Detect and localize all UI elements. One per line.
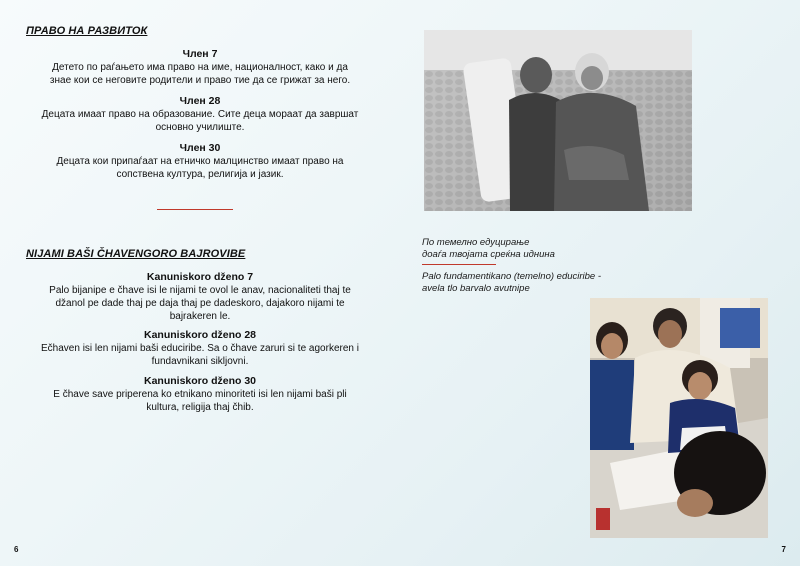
article-heading: Kanuniskoro dženo 28: [143, 329, 257, 341]
article-block: [20, 375, 380, 414]
caption-line: Palo fundamentikano (temelno) educiribe -: [422, 271, 602, 282]
section-divider: [157, 209, 233, 210]
caption-divider: [422, 264, 496, 265]
photo-classroom: [590, 298, 768, 538]
article-text: Децата кои припаѓаат на етничко малцинство имаат право на: [56, 156, 344, 167]
article-heading: Член 28: [179, 95, 221, 107]
caption-line: доаѓа твојата среќна иднина: [422, 249, 555, 260]
article-text: сопствена култура, религија и јазик.: [116, 169, 284, 180]
photo-two-girls: [424, 30, 692, 211]
article-block: [20, 95, 380, 134]
article-text: Децата имаат право на образование. Сите деца мораат да завршат: [41, 109, 359, 120]
page-number-right: 7: [781, 545, 786, 554]
article-block: [20, 271, 380, 323]
article-block: [20, 48, 380, 87]
article-block: [20, 142, 380, 181]
article-text: džanol pe dade thaj pe daja thaj pe dadeskoro, dajakoro nijami te: [55, 298, 345, 309]
article-heading: Kanuniskoro dženo 30: [143, 375, 257, 387]
page-number-left: 6: [14, 545, 19, 554]
article-text: основно училиште.: [155, 122, 245, 133]
section-title-romani: NIJAMI BAŠI ČHAVENGORO BAJROVIBE: [26, 248, 246, 260]
right-page: [400, 0, 800, 566]
article-text: Ečhaven isi len nijami baši educiribe. Sa o čhave zaruri si te agorkeren i: [41, 343, 359, 354]
article-text: E čhave save priperena ko etnikano minoriteti isi len nijami baši pli: [53, 389, 347, 400]
article-text: знае кои се неговите родители и право тие да се грижат за него.: [49, 75, 351, 86]
article-block: [20, 329, 380, 368]
article-text: bajrakeren le.: [169, 311, 231, 322]
caption-line: По темелно едуцирање: [422, 237, 530, 248]
caption-line: avela tlo barvalo avutnipe: [422, 283, 530, 294]
article-text: Palo bijanipe e čhave isi le nijami te ovol le anav, nacionaliteti thaj te: [49, 285, 351, 296]
article-heading: Kanuniskoro dženo 7: [146, 271, 254, 283]
caption-romani: [422, 271, 601, 295]
article-text: fundavnikani sikljovni.: [151, 356, 249, 367]
article-heading: Член 30: [179, 142, 221, 154]
article-heading: Член 7: [182, 48, 218, 60]
caption-macedonian: [422, 237, 555, 261]
article-text: Детето по раѓањето има право на име, националност, како и да: [52, 62, 348, 73]
section-title-macedonian: ПРАВО НА РАЗВИТОК: [26, 25, 148, 37]
article-text: kultura, religija thaj čhib.: [146, 402, 254, 413]
